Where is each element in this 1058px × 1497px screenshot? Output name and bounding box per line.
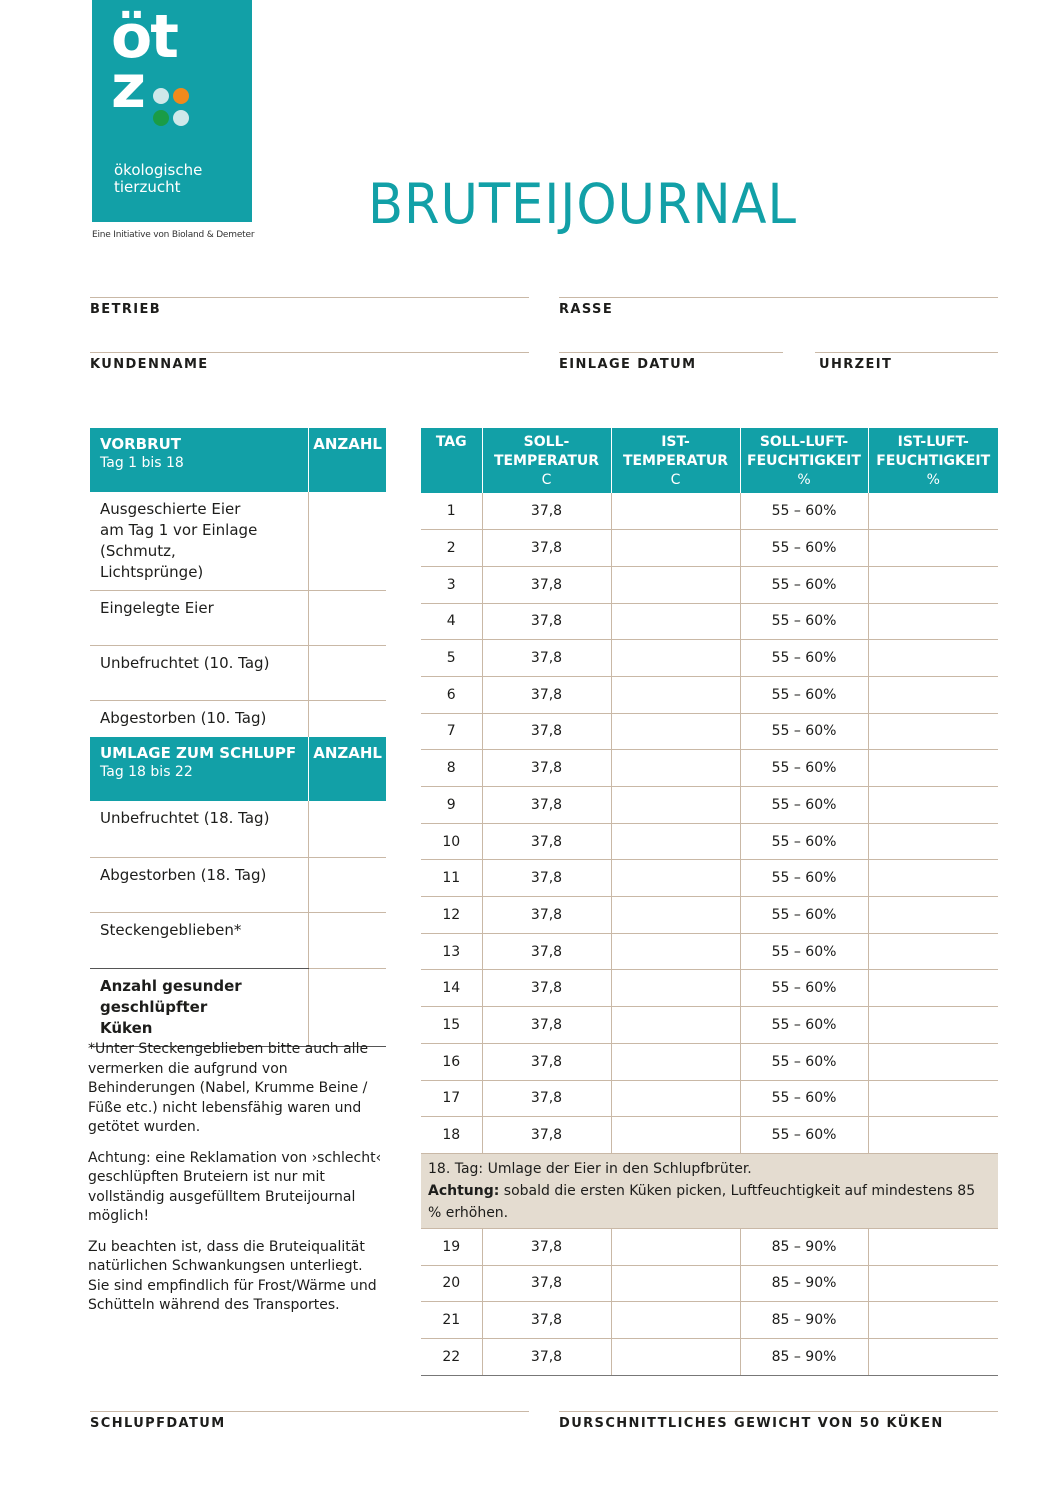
journal-cell-ist-luft[interactable] (868, 1007, 998, 1044)
journal-cell-ist-luft[interactable] (868, 1117, 998, 1154)
journal-cell-ist-temp[interactable] (611, 1302, 740, 1339)
logo-subtitle (114, 162, 202, 196)
journal-cell-soll-luft: 55 – 60% (740, 897, 868, 934)
journal-row (421, 1117, 998, 1154)
journal-cell-tag: 19 (421, 1228, 482, 1265)
journal-row (421, 676, 998, 713)
journal-cell-soll-temp: 37,8 (482, 860, 611, 897)
journal-cell-ist-luft[interactable] (868, 750, 998, 787)
journal-cell-ist-temp[interactable] (611, 713, 740, 750)
umlage-subtitle: Tag 18 bis 22 (100, 764, 193, 780)
journal-cell-tag: 11 (421, 860, 482, 897)
umlage-count-cell[interactable] (309, 968, 386, 1046)
journal-note-bold: Achtung: (428, 1182, 500, 1199)
journal-row (421, 1080, 998, 1117)
journal-cell-soll-temp: 37,8 (482, 640, 611, 677)
journal-cell-soll-luft: 85 – 90% (740, 1338, 868, 1375)
vorbrut-count-cell[interactable] (309, 492, 386, 591)
journal-cell-tag: 18 (421, 1117, 482, 1154)
umlage-title: UMLAGE ZUM SCHLUPF (100, 744, 297, 762)
umlage-header (90, 737, 309, 801)
journal-cell-soll-luft: 55 – 60% (740, 1117, 868, 1154)
journal-row (421, 1228, 998, 1265)
journal-cell-soll-temp: 37,8 (482, 970, 611, 1007)
journal-note-line1: 18. Tag: Umlage der Eier in den Schlupfbrüter. (428, 1160, 752, 1177)
journal-cell-soll-luft: 55 – 60% (740, 787, 868, 824)
journal-cell-ist-luft[interactable] (868, 676, 998, 713)
journal-header-tag: TAG (421, 428, 482, 493)
journal-cell-ist-temp[interactable] (611, 823, 740, 860)
umlage-count-cell[interactable] (309, 912, 386, 968)
journal-cell-soll-temp: 37,8 (482, 1007, 611, 1044)
journal-cell-ist-temp[interactable] (611, 1338, 740, 1375)
field-einlage-datum[interactable] (559, 352, 783, 372)
journal-cell-tag: 16 (421, 1043, 482, 1080)
journal-cell-ist-temp[interactable] (611, 933, 740, 970)
journal-note-line2: sobald die ersten Küken picken, Luftfeuchtigkeit auf mindestens 85 % erhöhen. (428, 1182, 976, 1221)
journal-cell-ist-luft[interactable] (868, 897, 998, 934)
journal-cell-tag: 22 (421, 1338, 482, 1375)
journal-header-soll-luft: SOLL-LUFT-FEUCHTIGKEIT % (740, 428, 868, 493)
journal-cell-ist-luft[interactable] (868, 970, 998, 1007)
logo (92, 0, 252, 222)
vorbrut-count-cell[interactable] (309, 591, 386, 646)
journal-cell-ist-luft[interactable] (868, 860, 998, 897)
journal-header-ist-temp: IST-TEMPERATUR C (611, 428, 740, 493)
journal-cell-ist-luft[interactable] (868, 1338, 998, 1375)
journal-row (421, 1043, 998, 1080)
vorbrut-row-label: Eingelegte Eier (90, 591, 309, 646)
journal-cell-soll-luft: 55 – 60% (740, 603, 868, 640)
journal-cell-soll-luft: 55 – 60% (740, 1007, 868, 1044)
logo-sub-line2: tierzucht (114, 178, 181, 196)
journal-row (421, 1302, 998, 1339)
journal-table (421, 428, 998, 1376)
journal-cell-ist-temp[interactable] (611, 787, 740, 824)
journal-row (421, 860, 998, 897)
journal-row (421, 787, 998, 824)
journal-cell-ist-temp[interactable] (611, 1228, 740, 1265)
umlage-row-label: Steckengeblieben* (90, 912, 309, 968)
journal-row (421, 823, 998, 860)
journal-cell-ist-temp[interactable] (611, 750, 740, 787)
journal-cell-ist-temp[interactable] (611, 566, 740, 603)
vorbrut-row-label: Abgestorben (10. Tag) (100, 709, 267, 727)
journal-cell-soll-temp: 37,8 (482, 897, 611, 934)
journal-cell-soll-luft: 55 – 60% (740, 566, 868, 603)
journal-cell-tag: 14 (421, 970, 482, 1007)
journal-cell-soll-luft: 85 – 90% (740, 1265, 868, 1302)
journal-cell-tag: 5 (421, 640, 482, 677)
journal-cell-soll-luft: 85 – 90% (740, 1228, 868, 1265)
journal-cell-soll-temp: 37,8 (482, 493, 611, 530)
journal-cell-soll-luft: 55 – 60% (740, 676, 868, 713)
logo-initiative: Eine Initiative von Bioland & Demeter (92, 230, 255, 240)
journal-cell-soll-luft: 55 – 60% (740, 493, 868, 530)
vorbrut-count-header: ANZAHL (309, 428, 386, 492)
vorbrut-subtitle: Tag 1 bis 18 (100, 455, 184, 471)
journal-cell-ist-temp[interactable] (611, 1080, 740, 1117)
umlage-count-cell[interactable] (309, 857, 386, 912)
journal-cell-ist-luft[interactable] (868, 566, 998, 603)
journal-cell-soll-temp: 37,8 (482, 787, 611, 824)
field-uhrzeit-label: UHRZEIT (819, 357, 893, 372)
journal-cell-tag: 1 (421, 493, 482, 530)
journal-cell-ist-luft[interactable] (868, 530, 998, 567)
journal-cell-tag: 10 (421, 823, 482, 860)
journal-row (421, 970, 998, 1007)
journal-cell-ist-temp[interactable] (611, 493, 740, 530)
journal-cell-soll-temp: 37,8 (482, 1302, 611, 1339)
journal-cell-tag: 12 (421, 897, 482, 934)
field-gewicht[interactable] (559, 1411, 998, 1431)
journal-cell-ist-temp[interactable] (611, 530, 740, 567)
journal-cell-soll-luft: 55 – 60% (740, 933, 868, 970)
vorbrut-count-cell[interactable] (309, 646, 386, 701)
journal-cell-ist-temp[interactable] (611, 897, 740, 934)
journal-cell-ist-temp[interactable] (611, 970, 740, 1007)
journal-note (421, 1153, 998, 1228)
journal-cell-soll-temp: 37,8 (482, 603, 611, 640)
journal-cell-tag: 4 (421, 603, 482, 640)
journal-cell-ist-luft[interactable] (868, 1265, 998, 1302)
logo-line2: z (111, 52, 144, 122)
field-kundenname-label: KUNDENNAME (90, 357, 209, 372)
logo-sub-line1: ökologische (114, 161, 203, 179)
note-steckengeblieben: *Unter Steckengeblieben bitte auch alle vermerken die aufgrund von Behinderungen (Nabel, Krumme Beine / Füße etc.) nicht lebensfähig waren und getötet wurden. (88, 1041, 369, 1135)
journal-cell-soll-luft: 55 – 60% (740, 823, 868, 860)
field-rasse-label: RASSE (559, 302, 614, 317)
journal-header-soll-temp: SOLL-TEMPERATUR C (482, 428, 611, 493)
journal-cell-ist-temp[interactable] (611, 1265, 740, 1302)
field-einlage-datum-label: EINLAGE DATUM (559, 357, 697, 372)
journal-row (421, 1338, 998, 1375)
journal-cell-ist-temp[interactable] (611, 1007, 740, 1044)
journal-cell-soll-luft: 55 – 60% (740, 640, 868, 677)
journal-cell-soll-temp: 37,8 (482, 530, 611, 567)
vorbrut-title: VORBRUT (100, 435, 182, 453)
field-betrieb-label: BETRIEB (90, 302, 162, 317)
field-betrieb[interactable] (90, 297, 529, 317)
journal-row (421, 1265, 998, 1302)
journal-cell-tag: 3 (421, 566, 482, 603)
journal-cell-tag: 13 (421, 933, 482, 970)
vorbrut-row-label: Unbefruchtet (10. Tag) (90, 646, 309, 701)
journal-cell-soll-luft: 85 – 90% (740, 1302, 868, 1339)
logo-dots-icon (153, 88, 195, 130)
notes (88, 1040, 388, 1327)
journal-row (421, 750, 998, 787)
vorbrut-table (90, 428, 386, 756)
field-schlupfdatum[interactable] (90, 1411, 529, 1431)
logo-line1: öt (111, 2, 177, 72)
journal-header-ist-luft: IST-LUFT-FEUCHTIGKEIT % (868, 428, 998, 493)
journal-row (421, 566, 998, 603)
umlage-row-label: Anzahl gesunder geschlüpfter Küken (90, 968, 309, 1046)
journal-cell-soll-luft: 55 – 60% (740, 713, 868, 750)
journal-cell-soll-luft: 55 – 60% (740, 860, 868, 897)
journal-cell-ist-luft[interactable] (868, 1302, 998, 1339)
umlage-row-label: Abgestorben (18. Tag) (90, 857, 309, 912)
field-gewicht-label: DURSCHNITTLICHES GEWICHT VON 50 KÜKEN (559, 1416, 944, 1431)
vorbrut-header (90, 428, 309, 492)
journal-cell-ist-luft[interactable] (868, 823, 998, 860)
journal-cell-tag: 9 (421, 787, 482, 824)
journal-row (421, 493, 998, 530)
journal-cell-ist-temp[interactable] (611, 860, 740, 897)
journal-cell-tag: 7 (421, 713, 482, 750)
journal-cell-ist-luft[interactable] (868, 640, 998, 677)
journal-cell-ist-luft[interactable] (868, 1228, 998, 1265)
umlage-count-cell[interactable] (309, 801, 386, 857)
journal-cell-ist-luft[interactable] (868, 603, 998, 640)
note-qualitaet: Zu beachten ist, dass die Bruteiqualität natürlichen Schwankungsen unterliegt. Sie sind empfindlich für Frost/Wärme und Schütteln während des Transportes. (88, 1238, 377, 1313)
journal-cell-soll-temp: 37,8 (482, 1265, 611, 1302)
journal-cell-ist-temp[interactable] (611, 676, 740, 713)
journal-cell-ist-temp[interactable] (611, 1117, 740, 1154)
journal-cell-tag: 2 (421, 530, 482, 567)
journal-cell-soll-luft: 55 – 60% (740, 1080, 868, 1117)
journal-cell-soll-temp: 37,8 (482, 1043, 611, 1080)
note-reklamation: Achtung: eine Reklamation von ›schlecht‹ geschlüpften Bruteiern ist nur mit vollständig ausgefülltem Bruteijournal möglich! (88, 1149, 382, 1224)
journal-cell-ist-luft[interactable] (868, 1080, 998, 1117)
journal-cell-ist-temp[interactable] (611, 640, 740, 677)
journal-cell-tag: 17 (421, 1080, 482, 1117)
journal-cell-soll-temp: 37,8 (482, 823, 611, 860)
journal-cell-soll-temp: 37,8 (482, 1228, 611, 1265)
journal-cell-tag: 20 (421, 1265, 482, 1302)
umlage-row-label: Unbefruchtet (18. Tag) (90, 801, 309, 857)
field-schlupfdatum-label: SCHLUPFDATUM (90, 1416, 226, 1431)
journal-cell-ist-luft[interactable] (868, 787, 998, 824)
journal-cell-soll-luft: 55 – 60% (740, 750, 868, 787)
journal-row (421, 897, 998, 934)
journal-cell-ist-luft[interactable] (868, 493, 998, 530)
journal-cell-soll-luft: 55 – 60% (740, 1043, 868, 1080)
journal-cell-soll-temp: 37,8 (482, 750, 611, 787)
journal-row (421, 640, 998, 677)
umlage-count-header: ANZAHL (309, 737, 386, 801)
field-kundenname[interactable] (90, 352, 529, 372)
journal-cell-soll-temp: 37,8 (482, 1338, 611, 1375)
journal-row (421, 713, 998, 750)
journal-row (421, 1007, 998, 1044)
journal-cell-tag: 8 (421, 750, 482, 787)
journal-cell-tag: 6 (421, 676, 482, 713)
journal-note-row (421, 1153, 998, 1228)
journal-cell-ist-luft[interactable] (868, 1043, 998, 1080)
journal-row (421, 603, 998, 640)
journal-cell-soll-temp: 37,8 (482, 676, 611, 713)
journal-cell-ist-temp[interactable] (611, 1043, 740, 1080)
umlage-table (90, 737, 386, 1047)
journal-cell-soll-luft: 55 – 60% (740, 970, 868, 1007)
field-uhrzeit[interactable] (815, 352, 998, 372)
journal-cell-soll-temp: 37,8 (482, 933, 611, 970)
journal-row (421, 933, 998, 970)
journal-cell-ist-temp[interactable] (611, 603, 740, 640)
journal-cell-soll-temp: 37,8 (482, 713, 611, 750)
journal-cell-ist-luft[interactable] (868, 933, 998, 970)
journal-cell-ist-luft[interactable] (868, 713, 998, 750)
journal-cell-soll-temp: 37,8 (482, 1117, 611, 1154)
journal-cell-soll-temp: 37,8 (482, 566, 611, 603)
journal-cell-tag: 21 (421, 1302, 482, 1339)
journal-cell-soll-luft: 55 – 60% (740, 530, 868, 567)
page-title: BRUTEIJOURNAL (368, 172, 797, 236)
vorbrut-row-label: Ausgeschierte Eier am Tag 1 vor Einlage (Schmutz, Lichtsprünge) (90, 492, 309, 591)
journal-cell-tag: 15 (421, 1007, 482, 1044)
journal-cell-soll-temp: 37,8 (482, 1080, 611, 1117)
field-rasse[interactable] (559, 297, 998, 317)
journal-row (421, 530, 998, 567)
